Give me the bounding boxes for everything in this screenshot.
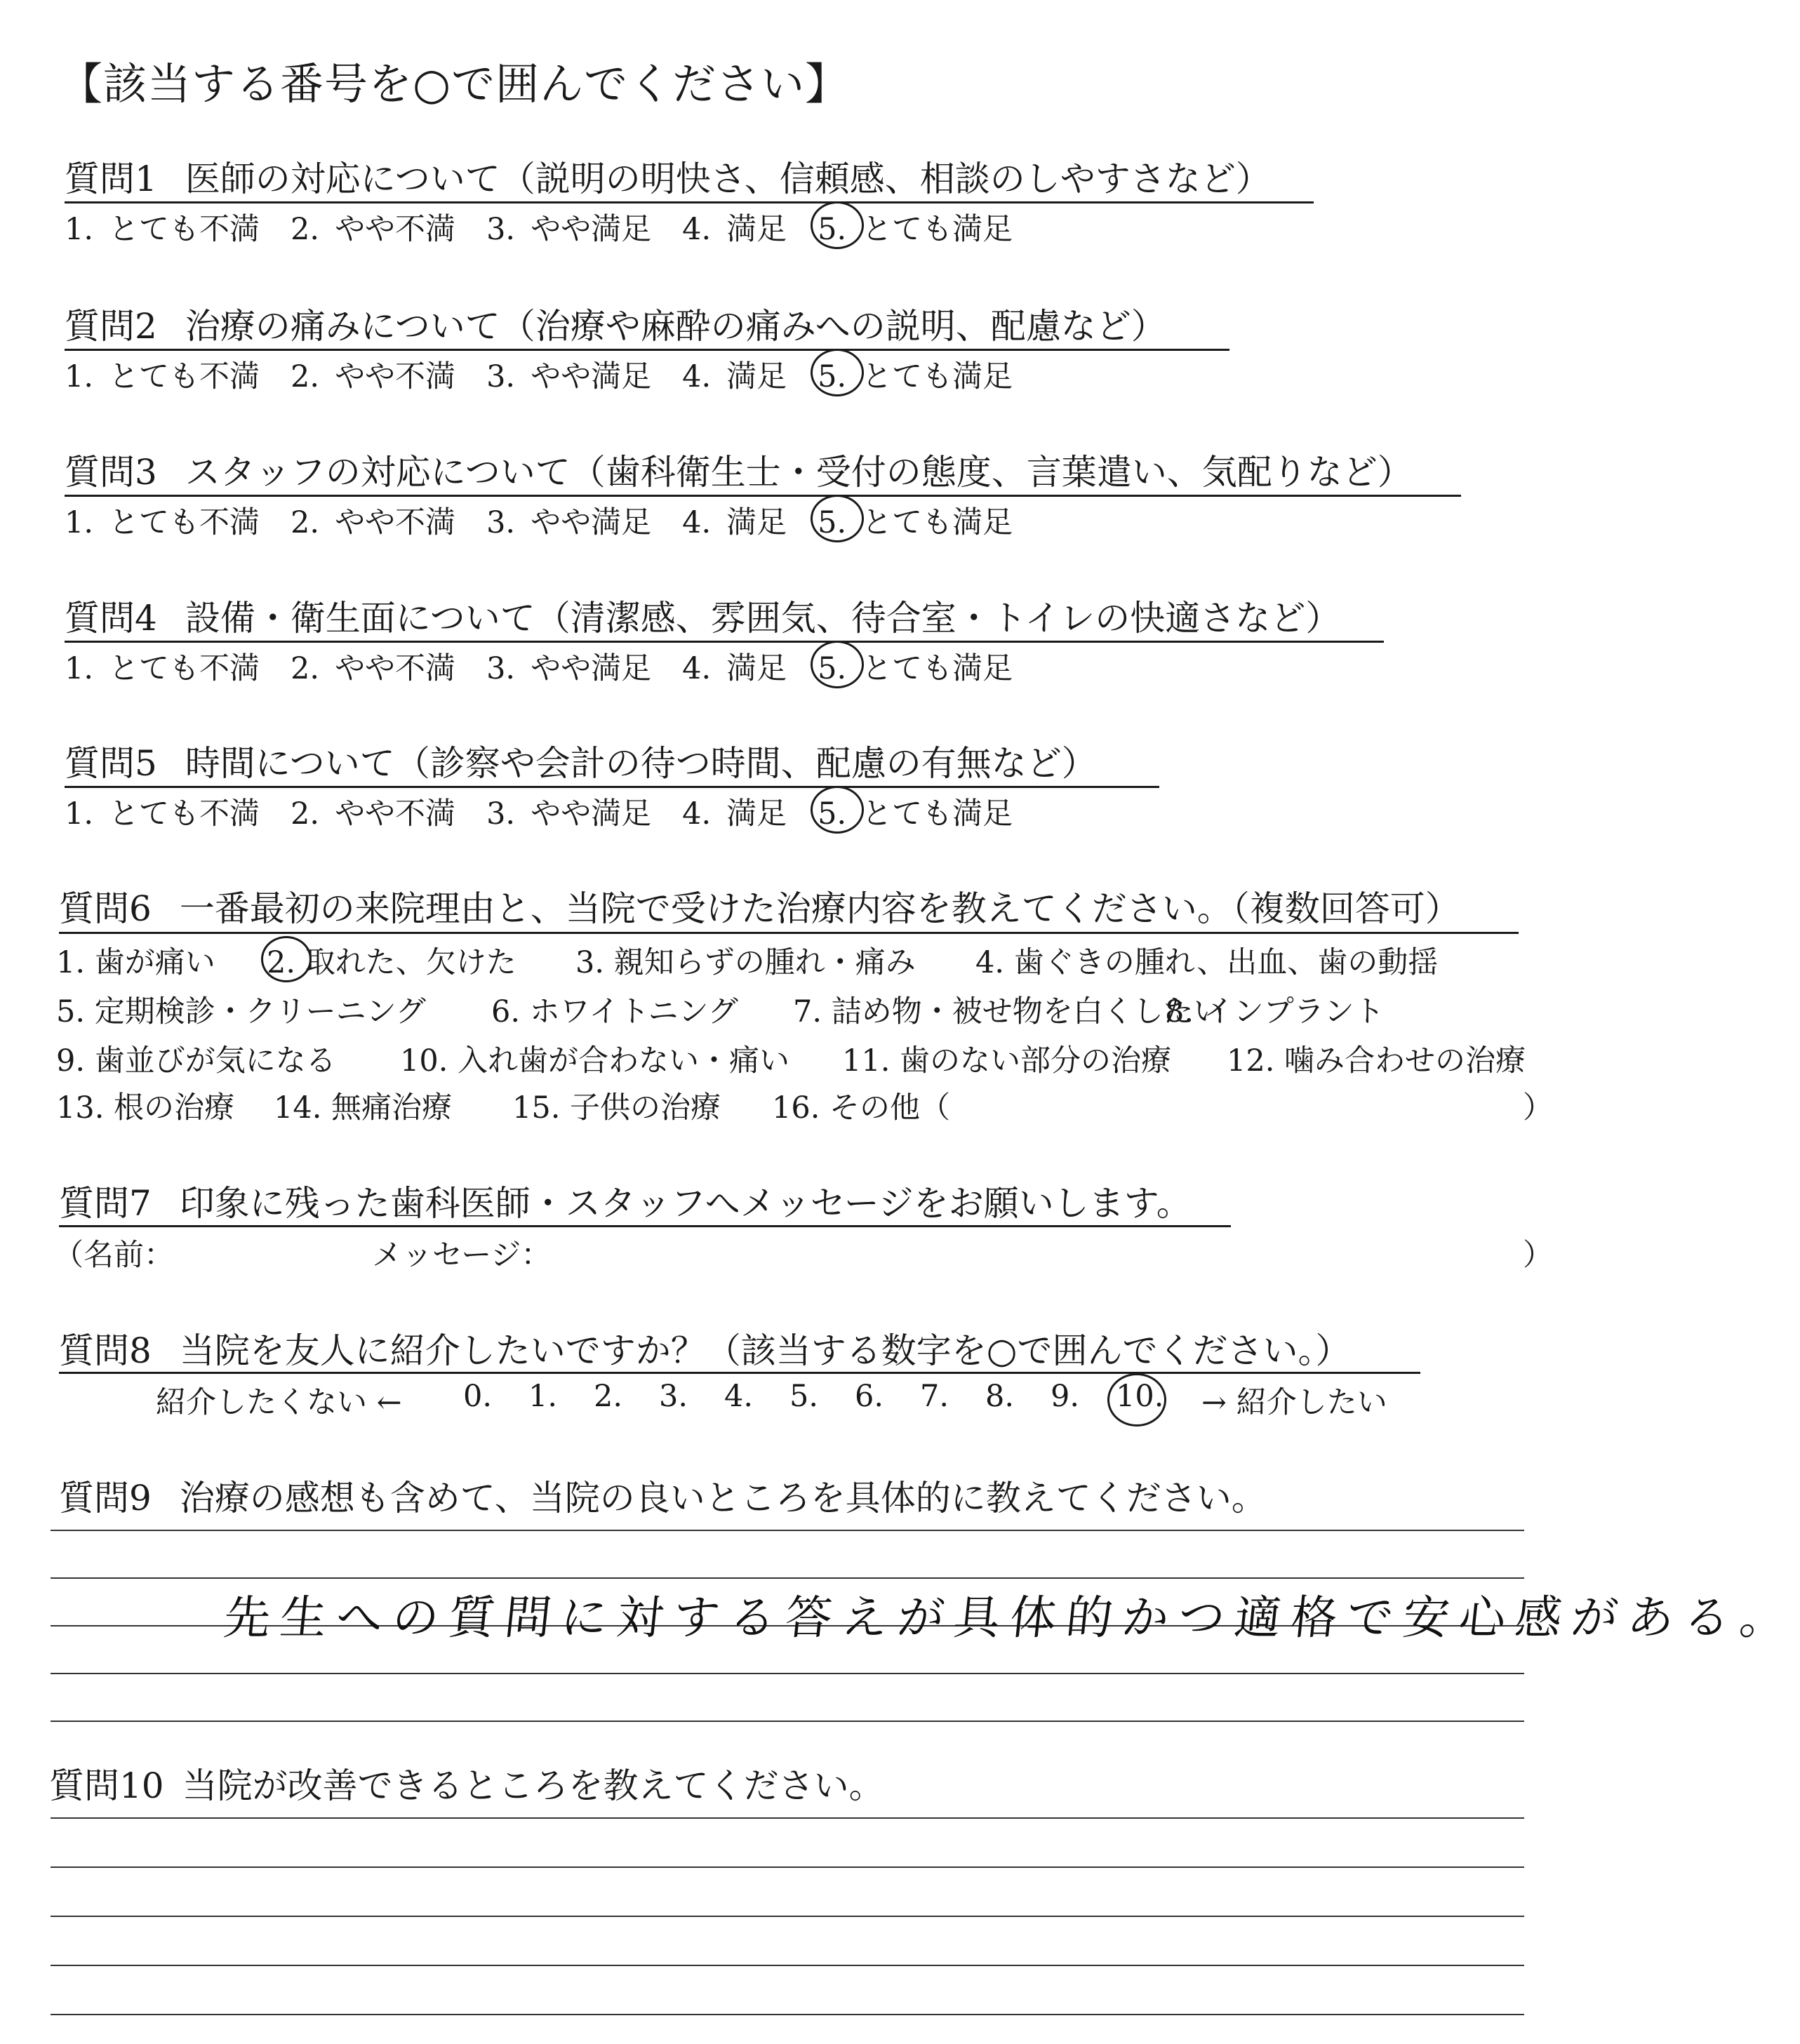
q6-option[interactable]: 7. 詰め物・被せ物を白くしたい — [793, 994, 1224, 1029]
option-number: 3. — [486, 651, 516, 686]
q8-text: 当院を友人に紹介したいですか？（該当する数字を○で囲んでください。） — [179, 1330, 1351, 1371]
q6-option[interactable]: 16. その他（ — [772, 1090, 951, 1125]
q4-heading — [65, 590, 1340, 641]
q2-options — [65, 353, 1044, 396]
option-label: やや満足 — [531, 359, 652, 394]
q1-options — [65, 206, 1044, 248]
q6-option[interactable]: 13. 根の治療 — [56, 1090, 235, 1125]
q8-number[interactable]: 7. — [920, 1379, 949, 1414]
q1-heading — [65, 151, 1271, 201]
q6-option[interactable]: 12. 噛み合わせの治療 — [1227, 1043, 1526, 1078]
q6-label: 質問6 — [59, 888, 152, 929]
q3-option-2[interactable] — [291, 499, 455, 542]
q1-option-1[interactable] — [65, 206, 260, 248]
q9-heading — [59, 1470, 1267, 1521]
option-label: やや不満 — [335, 212, 456, 247]
option-number: 1. — [65, 359, 94, 394]
q5-label: 質問5 — [65, 743, 157, 784]
q2-label: 質問2 — [65, 306, 157, 347]
option-label: とても不満 — [109, 359, 260, 394]
q5-options — [65, 790, 1044, 833]
q6-text: 一番最初の来院理由と、当院で受けた治療内容を教えてください。（複数回答可） — [179, 888, 1460, 929]
q2-underline — [65, 349, 1229, 351]
q6-option[interactable]: 3. 親知らずの腫れ・痛み — [575, 945, 916, 980]
q9-label: 質問9 — [59, 1478, 152, 1518]
q6-option[interactable]: 2. 取れた、欠けた — [267, 945, 516, 980]
option-number: 1. — [65, 212, 94, 247]
option-number: 3. — [486, 796, 516, 831]
option-number: 5. — [818, 212, 847, 247]
option-label: やや不満 — [335, 796, 456, 831]
q4-label: 質問4 — [65, 598, 157, 639]
q3-option-4[interactable] — [682, 499, 787, 542]
option-number: 5. — [818, 651, 847, 686]
q6-option[interactable]: 8. インプラント — [1165, 994, 1385, 1029]
q4-option-4[interactable] — [682, 645, 787, 688]
q3-heading — [65, 444, 1413, 495]
option-label: とても満足 — [862, 651, 1013, 686]
q7-heading — [59, 1175, 1192, 1226]
q5-option-1[interactable] — [65, 790, 260, 833]
q3-text: スタッフの対応について（歯科衛生士・受付の態度、言葉遣い、気配りなど） — [185, 452, 1413, 493]
q3-option-1[interactable] — [65, 499, 260, 542]
q1-option-4[interactable] — [682, 206, 787, 248]
option-label: とても満足 — [862, 359, 1013, 394]
q1-option-5[interactable] — [818, 206, 1013, 248]
q10-label: 質問10 — [49, 1765, 164, 1806]
q10-answer-line — [51, 1916, 1524, 1917]
q2-heading — [65, 298, 1166, 349]
q10-text: 当院が改善できるところを教えてください。 — [182, 1765, 884, 1806]
q9-answer-line — [51, 1530, 1524, 1531]
q1-text: 医師の対応について（説明の明快さ、信頼感、相談のしやすさなど） — [185, 159, 1271, 199]
q8-number[interactable]: 4. — [724, 1379, 754, 1414]
option-label: とても満足 — [862, 505, 1013, 540]
option-number: 1. — [65, 796, 94, 831]
q6-option[interactable]: 1. 歯が痛い — [56, 945, 215, 980]
option-label: やや満足 — [531, 212, 652, 247]
q8-number[interactable]: 2. — [594, 1379, 623, 1414]
q2-option-2[interactable] — [291, 353, 455, 396]
option-number: 2. — [291, 505, 320, 540]
q3-underline — [65, 495, 1461, 497]
option-label: とても不満 — [109, 212, 260, 247]
q4-option-1[interactable] — [65, 645, 260, 688]
option-number: 4. — [682, 505, 712, 540]
q8-number[interactable]: 6. — [855, 1379, 884, 1414]
q2-option-4[interactable] — [682, 353, 787, 396]
option-label: とても満足 — [862, 796, 1013, 831]
option-number: 2. — [291, 212, 320, 247]
q10-answer-line — [51, 1866, 1524, 1868]
option-label: 満足 — [726, 505, 787, 540]
q5-text: 時間について（診察や会計の待つ時間、配慮の有無など） — [185, 743, 1097, 784]
option-label: やや不満 — [335, 651, 456, 686]
q5-option-3[interactable] — [486, 790, 651, 833]
q8-heading — [59, 1323, 1350, 1373]
q7-text: 印象に残った歯科医師・スタッフへメッセージをお願いします。 — [179, 1183, 1192, 1224]
q1-option-3[interactable] — [486, 206, 651, 248]
q2-option-5[interactable] — [818, 353, 1013, 396]
q6-option[interactable]: 10. 入れ歯が合わない・痛い — [400, 1043, 790, 1078]
option-label: とても不満 — [109, 505, 260, 540]
q6-underline — [59, 932, 1519, 934]
q4-option-2[interactable] — [291, 645, 455, 688]
option-label: 満足 — [726, 651, 787, 686]
q4-text: 設備・衛生面について（清潔感、雰囲気、待合室・トイレの快適さなど） — [185, 598, 1341, 639]
q8-number[interactable]: 3. — [659, 1379, 688, 1414]
option-number: 2. — [291, 359, 320, 394]
option-label: やや不満 — [335, 359, 456, 394]
q9-answer-line — [51, 1721, 1524, 1722]
q9-handwritten-answer: 先生への質問に対する答えが具体的かつ適格で安心感がある。 — [221, 1591, 1799, 1645]
option-label: 満足 — [726, 796, 787, 831]
option-number: 4. — [682, 359, 712, 394]
q6-option[interactable]: 14. 無痛治療 — [274, 1090, 453, 1125]
q8-number[interactable]: 10. — [1116, 1379, 1164, 1414]
option-label: やや満足 — [531, 651, 652, 686]
option-number: 3. — [486, 505, 516, 540]
q7-underline — [59, 1225, 1231, 1227]
q2-option-1[interactable] — [65, 353, 260, 396]
option-number: 4. — [682, 651, 712, 686]
q4-option-3[interactable] — [486, 645, 651, 688]
option-number: 1. — [65, 651, 94, 686]
q8-number[interactable]: 8. — [985, 1379, 1015, 1414]
q9-text: 治療の感想も含めて、当院の良いところを具体的に教えてください。 — [179, 1478, 1267, 1518]
q5-underline — [65, 786, 1159, 788]
q4-underline — [65, 641, 1384, 643]
option-number: 3. — [486, 359, 516, 394]
q6-option[interactable]: 15. 子供の治療 — [512, 1090, 721, 1125]
q1-underline — [65, 201, 1314, 203]
q3-options — [65, 499, 1044, 542]
q2-option-3[interactable] — [486, 353, 651, 396]
q1-option-2[interactable] — [291, 206, 455, 248]
q10-heading — [49, 1758, 884, 1808]
q2-text: 治療の痛みについて（治療や麻酔の痛みへの説明、配慮など） — [185, 306, 1166, 347]
q3-option-3[interactable] — [486, 499, 651, 542]
q8-label: 質問8 — [59, 1330, 152, 1371]
option-label: やや満足 — [531, 796, 652, 831]
q5-option-5[interactable] — [818, 790, 1013, 833]
option-number: 3. — [486, 212, 516, 247]
q6-option[interactable]: 4. 歯ぐきの腫れ、出血、歯の動揺 — [975, 945, 1439, 980]
q8-number[interactable]: 1. — [528, 1379, 558, 1414]
q6-option[interactable]: 5. 定期検診・クリーニング — [56, 994, 426, 1029]
q6-option[interactable]: 6. ホワイトニング — [491, 994, 738, 1029]
q6-option[interactable]: 11. 歯のない部分の治療 — [842, 1043, 1172, 1078]
q10-answer-line — [51, 2014, 1524, 2015]
option-number: 4. — [682, 796, 712, 831]
q7-label: 質問7 — [59, 1183, 152, 1224]
q7-close: ） — [1523, 1238, 1553, 1273]
option-number: 5. — [818, 359, 847, 394]
q8-left-label: 紹介したくない ← — [156, 1385, 402, 1420]
q1-label: 質問1 — [65, 159, 157, 199]
q4-options — [65, 645, 1044, 688]
q6-heading — [59, 881, 1460, 931]
q3-label: 質問3 — [65, 452, 157, 493]
q9-answer-line — [51, 1673, 1524, 1674]
q8-underline — [59, 1372, 1420, 1374]
q7-name-label: （名前： — [53, 1238, 174, 1273]
q6-other-close: ） — [1523, 1090, 1553, 1125]
option-label: とても満足 — [862, 212, 1013, 247]
form-title: 【該当する番号を○で囲んでください】 — [59, 58, 850, 109]
q8-right-label: → 紹介したい — [1201, 1385, 1387, 1420]
option-number: 5. — [818, 505, 847, 540]
option-number: 1. — [65, 505, 94, 540]
option-label: とても不満 — [109, 796, 260, 831]
q4-option-5[interactable] — [818, 645, 1013, 688]
q9-answer-line — [51, 1577, 1524, 1579]
q3-option-5[interactable] — [818, 499, 1013, 542]
q6-option[interactable]: 9. 歯並びが気になる — [56, 1043, 336, 1078]
option-label: やや満足 — [531, 505, 652, 540]
q10-answer-line — [51, 1965, 1524, 1966]
q8-number[interactable]: 5. — [789, 1379, 819, 1414]
option-number: 2. — [291, 651, 320, 686]
q8-number[interactable]: 0. — [463, 1379, 493, 1414]
option-label: 満足 — [726, 212, 787, 247]
q8-number[interactable]: 9. — [1051, 1379, 1080, 1414]
option-number: 5. — [818, 796, 847, 831]
option-label: 満足 — [726, 359, 787, 394]
option-label: とても不満 — [109, 651, 260, 686]
option-number: 4. — [682, 212, 712, 247]
option-number: 2. — [291, 796, 320, 831]
q10-answer-line — [51, 1817, 1524, 1819]
q5-option-4[interactable] — [682, 790, 787, 833]
q5-option-2[interactable] — [291, 790, 455, 833]
option-label: やや不満 — [335, 505, 456, 540]
q5-heading — [65, 735, 1097, 786]
q7-message-label: メッセージ： — [372, 1238, 552, 1273]
